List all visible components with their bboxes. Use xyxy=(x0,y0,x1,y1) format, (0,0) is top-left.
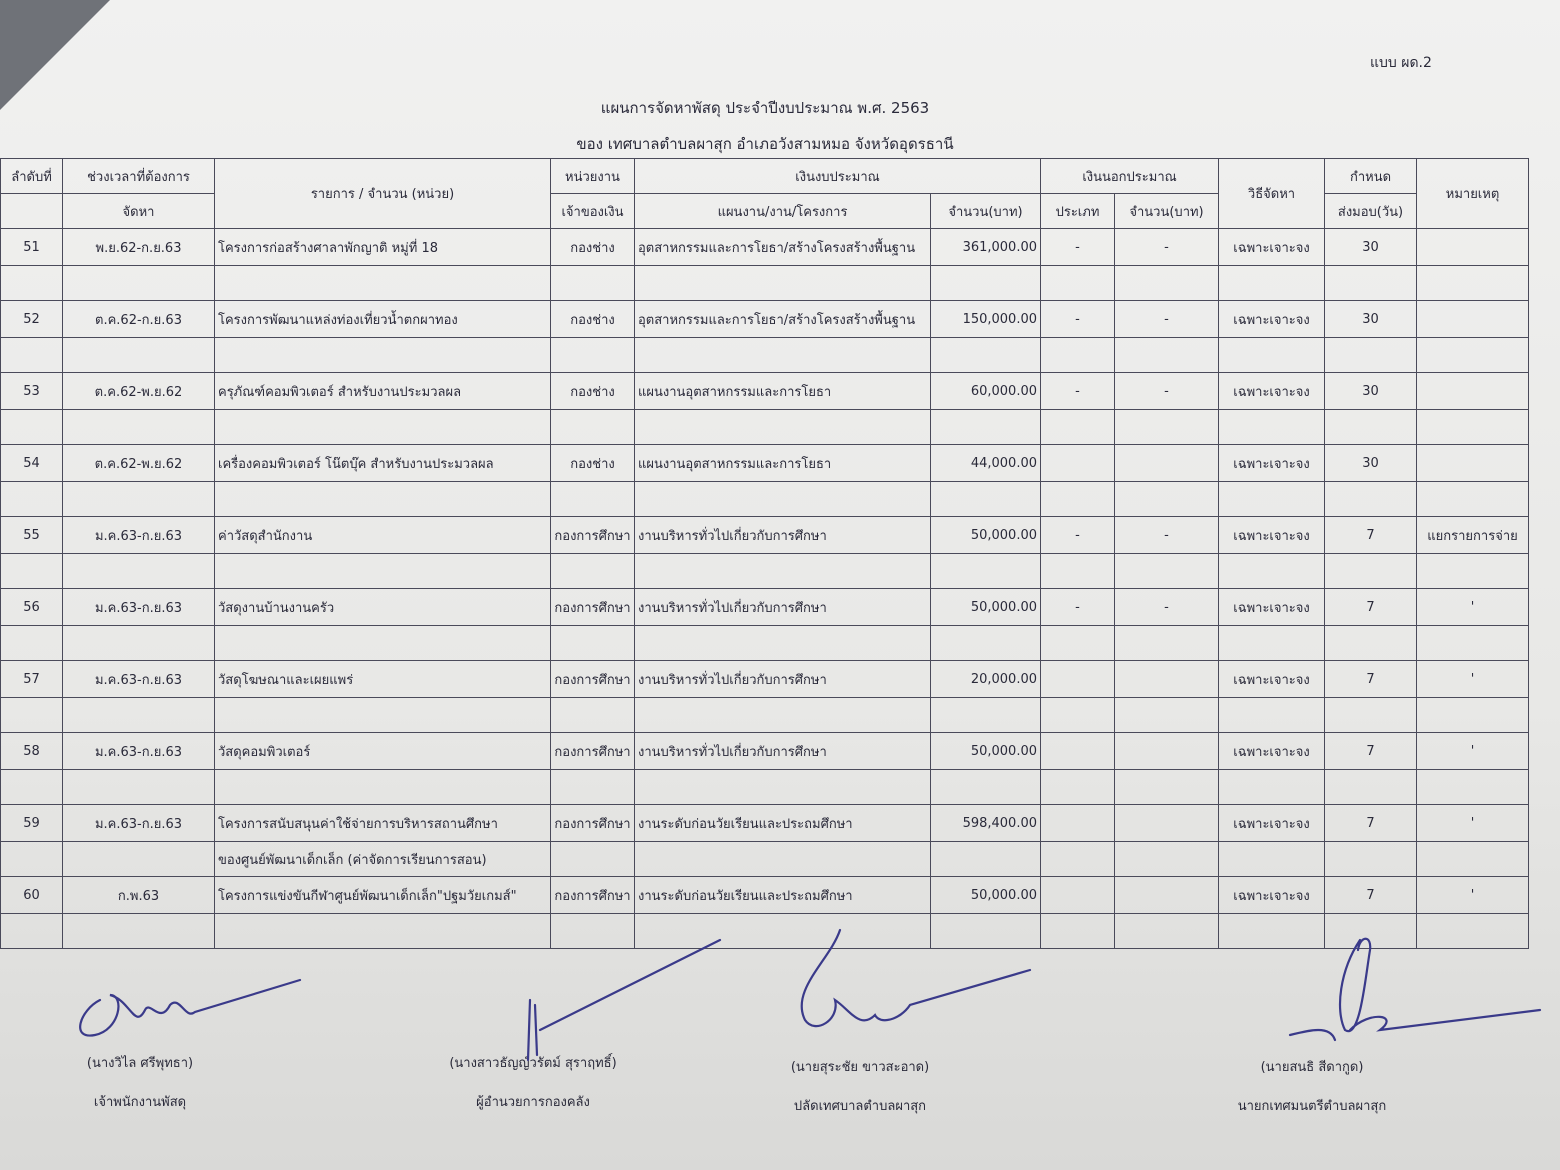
row-item-continued xyxy=(215,410,551,445)
row-unit: กองการศึกษา xyxy=(551,517,635,554)
row-off-amount xyxy=(1115,661,1219,698)
row-item: โครงการสนับสนุนค่าใช้จ่ายการบริหารสถานศึกษา xyxy=(215,805,551,842)
table-row-spacer xyxy=(1,842,1529,877)
empty-cell xyxy=(1,698,63,733)
header-amount: จำนวน(บาท) xyxy=(931,194,1041,229)
empty-cell xyxy=(1417,698,1529,733)
empty-cell xyxy=(1417,266,1529,301)
table-row-spacer xyxy=(1,626,1529,661)
empty-cell xyxy=(63,266,215,301)
empty-cell xyxy=(1041,410,1115,445)
row-type xyxy=(1041,805,1115,842)
row-plan: งานบริหารทั่วไปเกี่ยวกับการศึกษา xyxy=(635,733,931,770)
row-period: ก.พ.63 xyxy=(63,877,215,914)
signer-position: นายกเทศมนตรีตำบลผาสุก xyxy=(1237,1099,1387,1114)
row-period: ม.ค.63-ก.ย.63 xyxy=(63,661,215,698)
row-off-amount xyxy=(1115,733,1219,770)
empty-cell xyxy=(1417,626,1529,661)
row-no: 51 xyxy=(1,229,63,266)
empty-cell xyxy=(931,338,1041,373)
row-no: 52 xyxy=(1,301,63,338)
signer-position: เจ้าพนักงานพัสดุ xyxy=(93,1095,187,1110)
empty-cell xyxy=(1219,266,1325,301)
empty-cell xyxy=(1041,266,1115,301)
signer-position: ปลัดเทศบาลตำบลผาสุก xyxy=(793,1099,927,1114)
row-remark: ' xyxy=(1417,733,1529,770)
empty-cell xyxy=(1417,338,1529,373)
row-unit: กองการศึกษา xyxy=(551,805,635,842)
row-item-continued xyxy=(215,914,551,949)
empty-cell xyxy=(635,770,931,805)
row-plan: งานระดับก่อนวัยเรียนและประถมศึกษา xyxy=(635,877,931,914)
signature-block-1 xyxy=(10,1052,270,1112)
signature-mark-1 xyxy=(80,980,300,1036)
row-period: ต.ค.62-ก.ย.63 xyxy=(63,301,215,338)
row-plan: อุตสาหกรรมและการโยธา/สร้างโครงสร้างพื้นฐาน xyxy=(635,229,931,266)
empty-cell xyxy=(1,626,63,661)
page-fold xyxy=(0,0,110,110)
row-type: - xyxy=(1041,301,1115,338)
row-method: เฉพาะเจาะจง xyxy=(1219,589,1325,626)
table-row-spacer xyxy=(1,698,1529,733)
row-period: ม.ค.63-ก.ย.63 xyxy=(63,589,215,626)
row-plan: งานระดับก่อนวัยเรียนและประถมศึกษา xyxy=(635,805,931,842)
row-no: 57 xyxy=(1,661,63,698)
row-remark: ' xyxy=(1417,589,1529,626)
row-amount: 598,400.00 xyxy=(931,805,1041,842)
empty-cell xyxy=(1,554,63,589)
empty-cell xyxy=(1325,482,1417,517)
empty-cell xyxy=(1115,482,1219,517)
empty-cell xyxy=(1325,266,1417,301)
row-off-amount: - xyxy=(1115,373,1219,410)
empty-cell xyxy=(551,842,635,877)
table-row xyxy=(1,373,1529,410)
header-no-blank xyxy=(1,194,63,229)
row-item-continued xyxy=(215,266,551,301)
header-off-amount: จำนวน(บาท) xyxy=(1115,194,1219,229)
header-unit: หน่วยงาน xyxy=(551,159,635,194)
header-deadline-2: ส่งมอบ(วัน) xyxy=(1325,194,1417,229)
empty-cell xyxy=(1417,410,1529,445)
row-deadline: 30 xyxy=(1325,445,1417,482)
row-item: ค่าวัสดุสำนักงาน xyxy=(215,517,551,554)
row-method: เฉพาะเจาะจง xyxy=(1219,229,1325,266)
empty-cell xyxy=(551,626,635,661)
empty-cell xyxy=(1115,770,1219,805)
header-remark: หมายเหตุ xyxy=(1417,159,1529,229)
row-off-amount: - xyxy=(1115,301,1219,338)
row-unit: กองช่าง xyxy=(551,445,635,482)
row-plan: แผนงานอุตสาหกรรมและการโยธา xyxy=(635,373,931,410)
header-item: รายการ / จำนวน (หน่วย) xyxy=(215,159,551,229)
row-no: 60 xyxy=(1,877,63,914)
empty-cell xyxy=(1115,410,1219,445)
empty-cell xyxy=(635,842,931,877)
table-row xyxy=(1,877,1529,914)
empty-cell xyxy=(1325,554,1417,589)
row-remark: ' xyxy=(1417,805,1529,842)
procurement-table xyxy=(0,158,1529,949)
empty-cell xyxy=(1,482,63,517)
row-item: ครุภัณฑ์คอมพิวเตอร์ สำหรับงานประมวลผล xyxy=(215,373,551,410)
signer-name: (นายสนธิ สีดากูด) xyxy=(1260,1060,1364,1075)
signature-mark-4 xyxy=(1290,939,1540,1040)
empty-cell xyxy=(551,554,635,589)
row-item: โครงการพัฒนาแหล่งท่องเที่ยวน้ำตกผาทอง xyxy=(215,301,551,338)
empty-cell xyxy=(63,698,215,733)
empty-cell xyxy=(1,410,63,445)
row-type: - xyxy=(1041,589,1115,626)
row-method: เฉพาะเจาะจง xyxy=(1219,445,1325,482)
row-item: วัสดุโฆษณาและเผยแพร่ xyxy=(215,661,551,698)
empty-cell xyxy=(1325,770,1417,805)
header-plan: แผนงาน/งาน/โครงการ xyxy=(635,194,931,229)
row-item: วัสดุคอมพิวเตอร์ xyxy=(215,733,551,770)
empty-cell xyxy=(1325,626,1417,661)
empty-cell xyxy=(1219,410,1325,445)
document-subtitle: ของ เทศบาลตำบลผาสุก อำเภอวังสามหมอ จังหวัดอุดรธานี xyxy=(576,135,954,153)
row-off-amount: - xyxy=(1115,517,1219,554)
empty-cell xyxy=(1417,482,1529,517)
empty-cell xyxy=(1041,482,1115,517)
empty-cell xyxy=(931,698,1041,733)
empty-cell xyxy=(1,770,63,805)
empty-cell xyxy=(1219,842,1325,877)
signer-position: ผู้อำนวยการกองคลัง xyxy=(476,1095,590,1110)
table-row-spacer xyxy=(1,482,1529,517)
empty-cell xyxy=(931,770,1041,805)
row-plan: งานบริหารทั่วไปเกี่ยวกับการศึกษา xyxy=(635,589,931,626)
row-type: - xyxy=(1041,229,1115,266)
header-method: วิธีจัดหา xyxy=(1219,159,1325,229)
empty-cell xyxy=(1417,914,1529,949)
table-row-spacer xyxy=(1,770,1529,805)
row-deadline: 30 xyxy=(1325,373,1417,410)
empty-cell xyxy=(1219,626,1325,661)
row-amount: 50,000.00 xyxy=(931,517,1041,554)
row-type: - xyxy=(1041,517,1115,554)
table-row-spacer xyxy=(1,338,1529,373)
empty-cell xyxy=(1219,482,1325,517)
empty-cell xyxy=(931,842,1041,877)
empty-cell xyxy=(63,482,215,517)
row-no: 56 xyxy=(1,589,63,626)
row-deadline: 7 xyxy=(1325,517,1417,554)
empty-cell xyxy=(1,914,63,949)
row-item-continued xyxy=(215,698,551,733)
empty-cell xyxy=(1325,410,1417,445)
table-row xyxy=(1,445,1529,482)
row-period: ต.ค.62-พ.ย.62 xyxy=(63,445,215,482)
signature-block-3 xyxy=(730,1056,990,1116)
empty-cell xyxy=(1,338,63,373)
row-deadline: 30 xyxy=(1325,301,1417,338)
empty-cell xyxy=(635,554,931,589)
row-type xyxy=(1041,661,1115,698)
row-item: โครงการก่อสร้างศาลาพักญาติ หมู่ที่ 18 xyxy=(215,229,551,266)
row-plan: งานบริหารทั่วไปเกี่ยวกับการศึกษา xyxy=(635,517,931,554)
signer-name: (นายสุระชัย ขาวสะอาด) xyxy=(790,1060,930,1075)
empty-cell xyxy=(635,266,931,301)
empty-cell xyxy=(635,698,931,733)
empty-cell xyxy=(1041,914,1115,949)
row-item-continued xyxy=(215,482,551,517)
table-row xyxy=(1,517,1529,554)
row-method: เฉพาะเจาะจง xyxy=(1219,733,1325,770)
header-deadline: กำหนด xyxy=(1325,159,1417,194)
empty-cell xyxy=(1,842,63,877)
row-method: เฉพาะเจาะจง xyxy=(1219,517,1325,554)
table-row xyxy=(1,301,1529,338)
row-amount: 361,000.00 xyxy=(931,229,1041,266)
header-no: ลำดับที่ xyxy=(1,159,63,194)
row-period: พ.ย.62-ก.ย.63 xyxy=(63,229,215,266)
row-method: เฉพาะเจาะจง xyxy=(1219,661,1325,698)
empty-cell xyxy=(931,914,1041,949)
row-remark xyxy=(1417,373,1529,410)
row-amount: 44,000.00 xyxy=(931,445,1041,482)
table-row xyxy=(1,661,1529,698)
table-row-spacer xyxy=(1,266,1529,301)
row-item: วัสดุงานบ้านงานครัว xyxy=(215,589,551,626)
row-no: 55 xyxy=(1,517,63,554)
empty-cell xyxy=(551,338,635,373)
empty-cell xyxy=(1325,842,1417,877)
row-deadline: 7 xyxy=(1325,733,1417,770)
row-remark xyxy=(1417,229,1529,266)
empty-cell xyxy=(1041,338,1115,373)
empty-cell xyxy=(1417,842,1529,877)
row-remark xyxy=(1417,445,1529,482)
empty-cell xyxy=(1219,554,1325,589)
row-type xyxy=(1041,877,1115,914)
row-item: เครื่องคอมพิวเตอร์ โน๊ตบุ๊ค สำหรับงานประมวลผล xyxy=(215,445,551,482)
header-period: ช่วงเวลาที่ต้องการ xyxy=(63,159,215,194)
row-type xyxy=(1041,733,1115,770)
empty-cell xyxy=(63,842,215,877)
empty-cell xyxy=(551,914,635,949)
empty-cell xyxy=(1417,770,1529,805)
row-period: ต.ค.62-พ.ย.62 xyxy=(63,373,215,410)
row-unit: กองช่าง xyxy=(551,229,635,266)
empty-cell xyxy=(931,266,1041,301)
row-amount: 150,000.00 xyxy=(931,301,1041,338)
empty-cell xyxy=(1417,554,1529,589)
empty-cell xyxy=(551,698,635,733)
row-period: ม.ค.63-ก.ย.63 xyxy=(63,733,215,770)
empty-cell xyxy=(1115,698,1219,733)
empty-cell xyxy=(635,626,931,661)
empty-cell xyxy=(1219,338,1325,373)
header-unit-2: เจ้าของเงิน xyxy=(551,194,635,229)
row-item-continued: ของศูนย์พัฒนาเด็กเล็ก (ค่าจัดการเรียนการสอน) xyxy=(215,842,551,877)
empty-cell xyxy=(63,410,215,445)
row-off-amount xyxy=(1115,877,1219,914)
empty-cell xyxy=(63,338,215,373)
table-row xyxy=(1,733,1529,770)
empty-cell xyxy=(1115,914,1219,949)
row-amount: 50,000.00 xyxy=(931,733,1041,770)
signature-block-4 xyxy=(1182,1056,1442,1116)
row-unit: กองการศึกษา xyxy=(551,733,635,770)
row-off-amount xyxy=(1115,445,1219,482)
row-method: เฉพาะเจาะจง xyxy=(1219,373,1325,410)
document-title: แผนการจัดหาพัสดุ ประจำปีงบประมาณ พ.ศ. 2563 xyxy=(600,99,930,117)
empty-cell xyxy=(551,410,635,445)
row-amount: 50,000.00 xyxy=(931,877,1041,914)
row-plan: งานบริหารทั่วไปเกี่ยวกับการศึกษา xyxy=(635,661,931,698)
row-unit: กองการศึกษา xyxy=(551,877,635,914)
row-plan: แผนงานอุตสาหกรรมและการโยธา xyxy=(635,445,931,482)
empty-cell xyxy=(63,626,215,661)
table-body xyxy=(1,229,1529,949)
row-method: เฉพาะเจาะจง xyxy=(1219,805,1325,842)
header-period-2: จัดหา xyxy=(63,194,215,229)
empty-cell xyxy=(1115,338,1219,373)
row-off-amount: - xyxy=(1115,589,1219,626)
table-row xyxy=(1,805,1529,842)
empty-cell xyxy=(1041,554,1115,589)
row-period: ม.ค.63-ก.ย.63 xyxy=(63,517,215,554)
row-item-continued xyxy=(215,626,551,661)
empty-cell xyxy=(1115,266,1219,301)
row-item-continued xyxy=(215,338,551,373)
empty-cell xyxy=(551,770,635,805)
row-no: 58 xyxy=(1,733,63,770)
row-item-continued xyxy=(215,554,551,589)
row-type xyxy=(1041,445,1115,482)
table-row xyxy=(1,589,1529,626)
row-remark xyxy=(1417,301,1529,338)
signature-block-2 xyxy=(403,1052,663,1112)
empty-cell xyxy=(931,554,1041,589)
table-row-spacer xyxy=(1,410,1529,445)
empty-cell xyxy=(63,554,215,589)
row-unit: กองการศึกษา xyxy=(551,661,635,698)
empty-cell xyxy=(931,482,1041,517)
empty-cell xyxy=(1115,626,1219,661)
row-unit: กองการศึกษา xyxy=(551,589,635,626)
row-remark: ' xyxy=(1417,661,1529,698)
empty-cell xyxy=(551,266,635,301)
empty-cell xyxy=(1325,338,1417,373)
row-item-continued xyxy=(215,770,551,805)
empty-cell xyxy=(931,410,1041,445)
table-row-spacer xyxy=(1,554,1529,589)
row-item: โครงการแข่งขันกีฬาศูนย์พัฒนาเด็กเล็ก"ปฐมวัยเกมส์" xyxy=(215,877,551,914)
empty-cell xyxy=(1,266,63,301)
row-off-amount: - xyxy=(1115,229,1219,266)
row-remark: แยกรายการจ่าย xyxy=(1417,517,1529,554)
table-row xyxy=(1,229,1529,266)
header-type: ประเภท xyxy=(1041,194,1115,229)
empty-cell xyxy=(1325,698,1417,733)
header-offbudget: เงินนอกประมาณ xyxy=(1041,159,1219,194)
signer-name: (นางสาวธัญญ์วรัตม์ สุราฤทธิ์) xyxy=(449,1056,617,1071)
row-deadline: 7 xyxy=(1325,877,1417,914)
row-method: เฉพาะเจาะจง xyxy=(1219,301,1325,338)
table-row-spacer xyxy=(1,914,1529,949)
row-period: ม.ค.63-ก.ย.63 xyxy=(63,805,215,842)
row-amount: 20,000.00 xyxy=(931,661,1041,698)
signature-mark-2 xyxy=(528,940,720,1060)
empty-cell xyxy=(1041,842,1115,877)
empty-cell xyxy=(1219,914,1325,949)
row-unit: กองช่าง xyxy=(551,373,635,410)
row-amount: 50,000.00 xyxy=(931,589,1041,626)
row-deadline: 7 xyxy=(1325,589,1417,626)
row-deadline: 7 xyxy=(1325,661,1417,698)
form-code: แบบ ผด.2 xyxy=(1370,55,1432,71)
empty-cell xyxy=(1219,698,1325,733)
row-off-amount xyxy=(1115,805,1219,842)
empty-cell xyxy=(1325,914,1417,949)
header-budget: เงินงบประมาณ xyxy=(635,159,1041,194)
signer-name: (นางวิไล ศรีพุทธา) xyxy=(86,1056,194,1071)
row-deadline: 7 xyxy=(1325,805,1417,842)
row-unit: กองช่าง xyxy=(551,301,635,338)
row-no: 54 xyxy=(1,445,63,482)
empty-cell xyxy=(635,482,931,517)
empty-cell xyxy=(635,914,931,949)
row-plan: อุตสาหกรรมและการโยธา/สร้างโครงสร้างพื้นฐาน xyxy=(635,301,931,338)
empty-cell xyxy=(931,626,1041,661)
empty-cell xyxy=(635,410,931,445)
empty-cell xyxy=(1115,842,1219,877)
row-deadline: 30 xyxy=(1325,229,1417,266)
row-amount: 60,000.00 xyxy=(931,373,1041,410)
empty-cell xyxy=(63,914,215,949)
empty-cell xyxy=(1041,770,1115,805)
empty-cell xyxy=(1115,554,1219,589)
empty-cell xyxy=(63,770,215,805)
row-no: 59 xyxy=(1,805,63,842)
empty-cell xyxy=(1219,770,1325,805)
empty-cell xyxy=(1041,626,1115,661)
row-remark: ' xyxy=(1417,877,1529,914)
row-no: 53 xyxy=(1,373,63,410)
row-type: - xyxy=(1041,373,1115,410)
empty-cell xyxy=(551,482,635,517)
empty-cell xyxy=(1041,698,1115,733)
empty-cell xyxy=(635,338,931,373)
row-method: เฉพาะเจาะจง xyxy=(1219,877,1325,914)
